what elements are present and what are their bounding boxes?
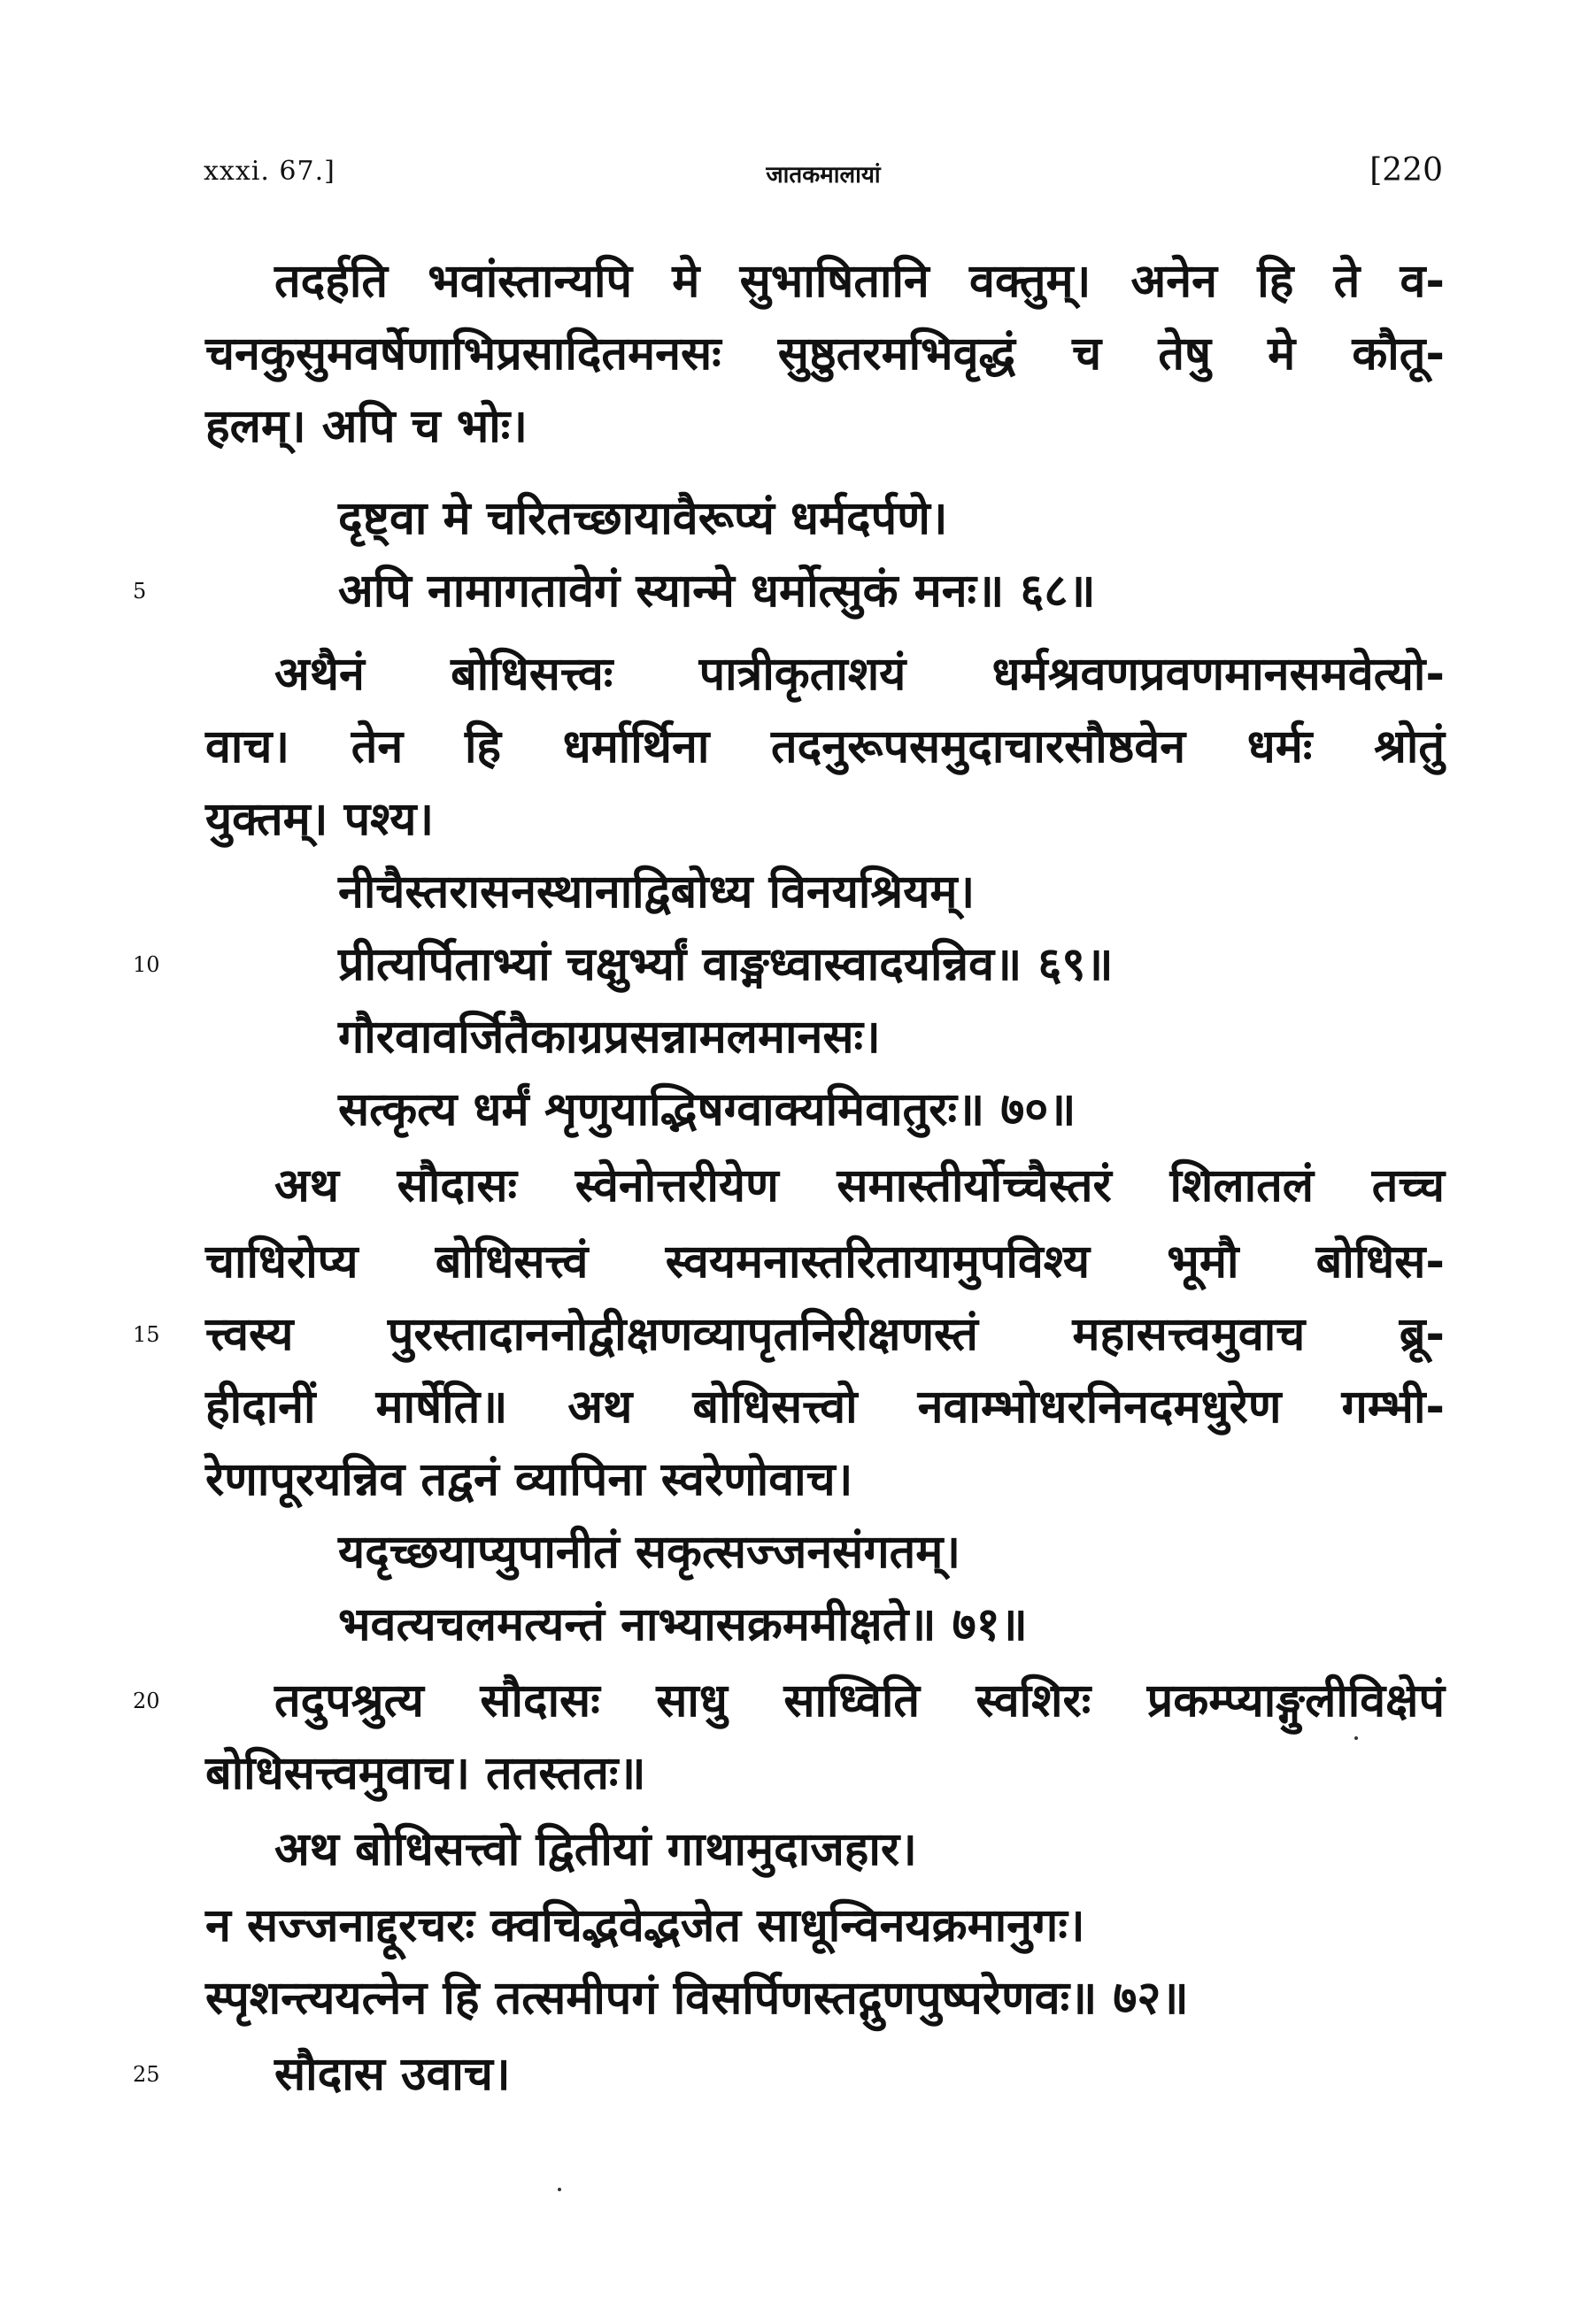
line-text: सौदास उवाच। — [274, 2048, 511, 2101]
line-text: तदर्हति भवांस्तान्यपि मे सुभाषितानि वक्तुम्। अनेन हि ते व- — [274, 255, 1445, 308]
line-text: न सज्जनाद्दूरचरः क्वचिद्भवेद्भजेत साधून्विनयक्रमानुगः। — [205, 1899, 1085, 1952]
line-text: अथैनं बोधिसत्त्वः पात्रीकृताशयं धर्मश्रवणप्रवणमानसमवेत्यो- — [274, 648, 1445, 701]
line-text: सत्कृत्य धर्मं शृणुयाद्भिषग्वाक्यमिवातुरः॥ ७०॥ — [338, 1083, 1076, 1136]
line-text: बोधिसत्त्वमुवाच। ततस्ततः॥ — [205, 1747, 646, 1800]
line-text: यदृच्छयाप्युपानीतं सकृत्सज्जनसंगतम्। — [338, 1526, 961, 1579]
line-text: वाच। तेन हि धर्मार्थिना तदनुरूपसमुदाचारसौष्ठवेन धर्मः श्रोतुं — [205, 720, 1445, 773]
line-text: त्त्वस्य पुरस्तादाननोद्वीक्षणव्यापृतनिरीक्षणस्तं महासत्त्वमुवाच ब्रू- — [205, 1308, 1445, 1361]
line-text: अथ सौदासः स्वेनोत्तरीयेण समास्तीर्योच्चैस्तरं शिलातलं तच्च — [274, 1159, 1445, 1212]
line-number: 20 — [133, 1689, 160, 1713]
line-number: 15 — [133, 1322, 160, 1347]
paper-speck — [1354, 1736, 1358, 1740]
line-text: रेणापूरयन्निव तद्वनं व्यापिना स्वरेणोवाच। — [205, 1453, 853, 1506]
line-text: चाधिरोप्य बोधिसत्त्वं स्वयमनास्तरितायामुपविश्य भूमौ बोधिस- — [205, 1235, 1445, 1289]
running-title: जातकमालायां — [766, 162, 881, 189]
page-number: [220 — [1369, 152, 1443, 189]
paper-speck — [558, 2188, 561, 2191]
line-text: अथ बोधिसत्त्वो द्वितीयां गाथामुदाजहार। — [274, 1823, 917, 1876]
line-text: चनकुसुमवर्षेणाभिप्रसादितमनसः सुष्ठुतरमभिवृद्धं च तेषु मे कौतू- — [205, 327, 1445, 381]
line-number: 10 — [133, 952, 160, 977]
line-text: अपि नामागतावेगं स्यान्मे धर्मोत्सुकं मनः॥ ६८॥ — [338, 565, 1096, 618]
line-text: हीदानीं मार्षेति॥ अथ बोधिसत्त्वो नवाम्भोधरनिनदमधुरेण गम्भी- — [205, 1381, 1445, 1434]
line-number: 25 — [133, 2062, 160, 2087]
line-text: हलम्। अपि च भोः। — [205, 400, 528, 453]
section-reference: xxxi. 67.] — [204, 156, 335, 187]
line-text: प्रीत्यर्पिताभ्यां चक्षुर्भ्यां वाङ्मध्वास्वादयन्निव॥ ६९॥ — [338, 938, 1114, 991]
running-head — [204, 152, 1443, 209]
line-text: युक्तम्। पश्य। — [205, 793, 435, 846]
line-text: नीचैस्तरासनस्थानाद्विबोध्य विनयश्रियम्। — [338, 866, 976, 919]
line-number: 5 — [133, 579, 147, 604]
line-text: गौरवावर्जितैकाग्रप्रसन्नामलमानसः। — [338, 1011, 881, 1064]
line-text: स्पृशन्त्ययत्नेन हि तत्समीपगं विसर्पिणस्तद्गुणपुष्परेणवः॥ ७२॥ — [205, 1972, 1189, 2025]
line-text: तदुपश्रुत्य सौदासः साधु साध्विति स्वशिरः प्रकम्प्याङ्गुलीविक्षेपं — [274, 1674, 1445, 1728]
line-text: दृष्ट्वा मे चरितच्छायावैरूप्यं धर्मदर्पणे। — [338, 492, 948, 545]
line-text: भवत्यचलमत्यन्तं नाभ्यासक्रममीक्षते॥ ७१॥ — [338, 1598, 1028, 1651]
